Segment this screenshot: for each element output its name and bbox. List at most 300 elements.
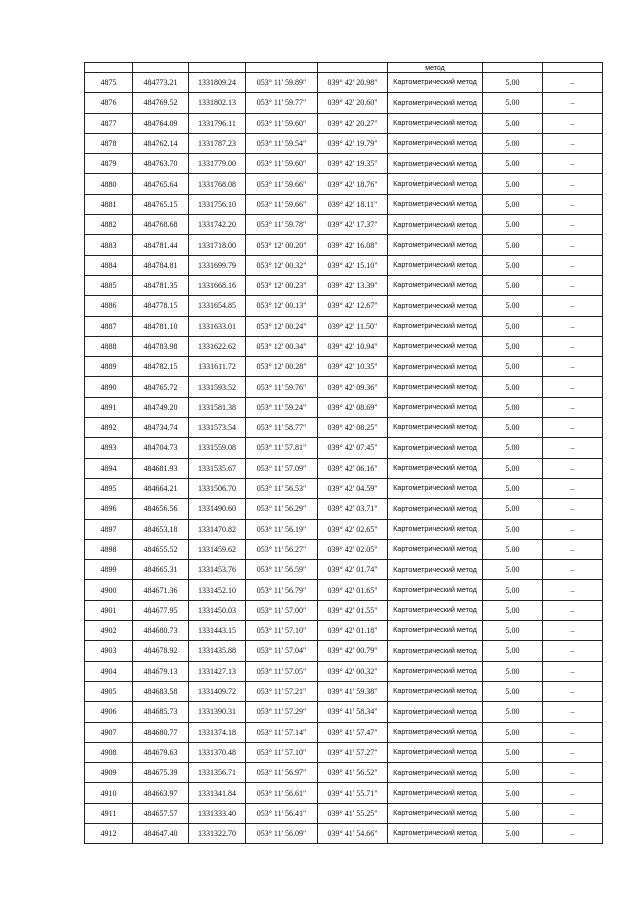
longitude-cell: 039° 42' 00.32" <box>318 661 388 681</box>
method-cell: Картометрический метод <box>388 316 483 336</box>
y-coordinate-cell: 1331470.82 <box>189 519 246 539</box>
longitude-cell: 039° 42' 01.65" <box>318 580 388 600</box>
y-coordinate-cell: 1331435.88 <box>189 641 246 661</box>
method-cell: Картометрический метод <box>388 803 483 823</box>
method-cell: Картометрический метод <box>388 235 483 255</box>
method-cell: Картометрический метод <box>388 681 483 701</box>
y-coordinate-cell: 1331506.70 <box>189 478 246 498</box>
longitude-cell: 039° 42' 02.05" <box>318 539 388 559</box>
longitude-cell: 039° 41' 55.25" <box>318 803 388 823</box>
latitude-cell: 053° 11' 56.59" <box>246 560 318 580</box>
method-cell: Картометрический метод <box>388 93 483 113</box>
y-coordinate-cell: 1331374.18 <box>189 722 246 742</box>
latitude-cell: 053° 11' 59.24" <box>246 397 318 417</box>
latitude-cell: 053° 11' 57.04" <box>246 641 318 661</box>
y-coordinate-cell: 1331802.13 <box>189 93 246 113</box>
accuracy-cell: 5.00 <box>483 73 543 93</box>
latitude-cell: 053° 11' 59.89" <box>246 73 318 93</box>
x-coordinate-cell: 484781.10 <box>133 316 189 336</box>
method-cell: Картометрический метод <box>388 823 483 843</box>
point-number-cell: 4876 <box>85 93 133 113</box>
latitude-cell: 053° 11' 59.78" <box>246 215 318 235</box>
latitude-cell: 053° 11' 56.41" <box>246 803 318 823</box>
table-row <box>85 499 603 519</box>
longitude-cell: 039° 42' 19.79" <box>318 133 388 153</box>
table-row <box>85 539 603 559</box>
method-cell: Картометрический метод <box>388 580 483 600</box>
table-row <box>85 803 603 823</box>
method-cell: Картометрический метод <box>388 600 483 620</box>
x-coordinate-cell: 484671.36 <box>133 580 189 600</box>
point-number-cell: 4908 <box>85 742 133 762</box>
x-coordinate-cell: 484675.39 <box>133 763 189 783</box>
longitude-cell: 039° 41' 57.27" <box>318 742 388 762</box>
x-coordinate-cell: 484773.21 <box>133 73 189 93</box>
longitude-cell: 039° 41' 58.34" <box>318 702 388 722</box>
method-cell: Картометрический метод <box>388 194 483 214</box>
accuracy-cell: 5.00 <box>483 133 543 153</box>
longitude-cell: 039° 42' 10.35" <box>318 357 388 377</box>
point-number-cell: 4889 <box>85 357 133 377</box>
accuracy-cell: 5.00 <box>483 194 543 214</box>
y-coordinate-cell: 1331622.62 <box>189 336 246 356</box>
table-row <box>85 255 603 275</box>
y-coordinate-cell: 1331593.52 <box>189 377 246 397</box>
accuracy-cell: 5.00 <box>483 235 543 255</box>
table-row <box>85 438 603 458</box>
x-coordinate-cell: 484763.70 <box>133 154 189 174</box>
y-coordinate-cell: 1331443.15 <box>189 621 246 641</box>
point-number-cell: 4901 <box>85 600 133 620</box>
point-number-cell: 4895 <box>85 478 133 498</box>
method-cell: Картометрический метод <box>388 154 483 174</box>
longitude-cell: 039° 42' 00.79" <box>318 641 388 661</box>
method-cell: Картометрический метод <box>388 357 483 377</box>
longitude-cell: 039° 42' 04.59" <box>318 478 388 498</box>
method-cell: Картометрический метод <box>388 296 483 316</box>
method-cell: Картометрический метод <box>388 73 483 93</box>
longitude-cell: 039° 42' 02.65" <box>318 519 388 539</box>
y-coordinate-cell: 1331581.38 <box>189 397 246 417</box>
point-number-cell: 4896 <box>85 499 133 519</box>
longitude-cell: 039° 42' 08.25" <box>318 418 388 438</box>
x-coordinate-cell: 484784.81 <box>133 255 189 275</box>
latitude-cell: 053° 11' 56.27" <box>246 539 318 559</box>
y-coordinate-cell: 1331654.85 <box>189 296 246 316</box>
longitude-cell: 039° 41' 57.47" <box>318 722 388 742</box>
accuracy-cell: 5.00 <box>483 113 543 133</box>
point-number-cell: 4891 <box>85 397 133 417</box>
coordinates-table <box>84 62 603 844</box>
longitude-cell: 039° 42' 01.18" <box>318 621 388 641</box>
latitude-cell: 053° 11' 59.54" <box>246 133 318 153</box>
note-cell: – <box>543 539 603 559</box>
table-row <box>85 397 603 417</box>
accuracy-cell: 5.00 <box>483 458 543 478</box>
x-coordinate-cell: 484704.73 <box>133 438 189 458</box>
note-cell: – <box>543 174 603 194</box>
method-cell: Картометрический метод <box>388 742 483 762</box>
latitude-cell: 053° 11' 57.09" <box>246 458 318 478</box>
point-number-cell: 4887 <box>85 316 133 336</box>
longitude-cell: 039° 42' 13.39" <box>318 275 388 295</box>
note-cell: – <box>543 763 603 783</box>
x-coordinate-cell: 484749.20 <box>133 397 189 417</box>
note-cell: – <box>543 681 603 701</box>
x-coordinate-cell: 484762.14 <box>133 133 189 153</box>
y-coordinate-cell: 1331341.84 <box>189 783 246 803</box>
point-number-cell: 4883 <box>85 235 133 255</box>
table-row <box>85 560 603 580</box>
note-cell: – <box>543 255 603 275</box>
x-coordinate-cell: 484664.21 <box>133 478 189 498</box>
note-cell: – <box>543 377 603 397</box>
table-row <box>85 458 603 478</box>
y-coordinate-cell: 1331409.72 <box>189 681 246 701</box>
longitude-cell: 039° 42' 09.36" <box>318 377 388 397</box>
y-coordinate-cell: 1331490.60 <box>189 499 246 519</box>
y-coordinate-cell: 1331633.01 <box>189 316 246 336</box>
point-number-cell: 4875 <box>85 73 133 93</box>
y-coordinate-cell: 1331427.13 <box>189 661 246 681</box>
x-coordinate-cell: 484769.52 <box>133 93 189 113</box>
table-row <box>85 296 603 316</box>
note-cell: – <box>543 722 603 742</box>
method-cell: Картометрический метод <box>388 722 483 742</box>
accuracy-cell: 5.00 <box>483 316 543 336</box>
y-coordinate-cell: 1331370.48 <box>189 742 246 762</box>
point-number-cell: 4907 <box>85 722 133 742</box>
method-cell: Картометрический метод <box>388 560 483 580</box>
table-row <box>85 580 603 600</box>
y-coordinate-cell: 1331668.16 <box>189 275 246 295</box>
note-cell: – <box>543 823 603 843</box>
note-cell: – <box>543 316 603 336</box>
table-row <box>85 215 603 235</box>
x-coordinate-cell: 484678.92 <box>133 641 189 661</box>
latitude-cell: 053° 11' 59.76" <box>246 377 318 397</box>
accuracy-cell: 5.00 <box>483 93 543 113</box>
accuracy-cell: 5.00 <box>483 641 543 661</box>
latitude-cell: 053° 11' 56.97" <box>246 763 318 783</box>
x-coordinate-cell: 484681.93 <box>133 458 189 478</box>
y-coordinate-cell: 1331390.31 <box>189 702 246 722</box>
y-coordinate-cell: 1331450.03 <box>189 600 246 620</box>
note-cell: – <box>543 702 603 722</box>
table-row <box>85 641 603 661</box>
table-row <box>85 133 603 153</box>
accuracy-cell: 5.00 <box>483 438 543 458</box>
x-coordinate-cell: 484665.31 <box>133 560 189 580</box>
note-cell: – <box>543 742 603 762</box>
longitude-cell: 039° 42' 20.27" <box>318 113 388 133</box>
x-coordinate-cell: 484656.56 <box>133 499 189 519</box>
table-row <box>85 783 603 803</box>
y-coordinate-cell: 1331611.72 <box>189 357 246 377</box>
x-coordinate-cell: 484679.13 <box>133 661 189 681</box>
point-number-cell: 4900 <box>85 580 133 600</box>
accuracy-cell: 5.00 <box>483 255 543 275</box>
y-coordinate-cell: 1331559.08 <box>189 438 246 458</box>
accuracy-cell: 5.00 <box>483 174 543 194</box>
table-row <box>85 377 603 397</box>
note-cell: – <box>543 519 603 539</box>
method-cell: Картометрический метод <box>388 275 483 295</box>
y-coordinate-cell: 1331699.79 <box>189 255 246 275</box>
latitude-cell: 053° 12' 00.28" <box>246 357 318 377</box>
point-number-cell: 4878 <box>85 133 133 153</box>
x-coordinate-cell: 484683.58 <box>133 681 189 701</box>
table-row <box>85 763 603 783</box>
note-cell: – <box>543 133 603 153</box>
accuracy-cell: 5.00 <box>483 742 543 762</box>
note-cell: – <box>543 73 603 93</box>
y-coordinate-cell: 1331356.71 <box>189 763 246 783</box>
longitude-cell: 039° 42' 10.94" <box>318 336 388 356</box>
method-cell: Картометрический метод <box>388 377 483 397</box>
method-cell: Картометрический метод <box>388 661 483 681</box>
note-cell: – <box>543 275 603 295</box>
latitude-cell: 053° 11' 56.79" <box>246 580 318 600</box>
point-number-cell: 4879 <box>85 154 133 174</box>
accuracy-cell: 5.00 <box>483 397 543 417</box>
point-number-cell: 4909 <box>85 763 133 783</box>
note-cell: – <box>543 357 603 377</box>
latitude-cell: 053° 12' 00.20" <box>246 235 318 255</box>
latitude-cell: 053° 11' 57.10" <box>246 742 318 762</box>
x-coordinate-cell: 484781.35 <box>133 275 189 295</box>
note-cell: – <box>543 580 603 600</box>
longitude-cell: 039° 42' 12.67" <box>318 296 388 316</box>
x-coordinate-cell: 484680.73 <box>133 621 189 641</box>
x-coordinate-cell: 484677.95 <box>133 600 189 620</box>
table-row <box>85 681 603 701</box>
table-row <box>85 316 603 336</box>
x-coordinate-cell: 484680.77 <box>133 722 189 742</box>
latitude-cell: 053° 11' 57.10" <box>246 621 318 641</box>
note-cell: – <box>543 621 603 641</box>
longitude-cell: 039° 41' 56.52" <box>318 763 388 783</box>
accuracy-cell: 5.00 <box>483 499 543 519</box>
latitude-cell: 053° 12' 00.34" <box>246 336 318 356</box>
method-cell: Картометрический метод <box>388 418 483 438</box>
accuracy-cell: 5.00 <box>483 336 543 356</box>
longitude-cell: 039° 42' 20.98" <box>318 73 388 93</box>
method-cell: Картометрический метод <box>388 478 483 498</box>
accuracy-cell: 5.00 <box>483 580 543 600</box>
method-cell: Картометрический метод <box>388 499 483 519</box>
note-cell: – <box>543 336 603 356</box>
point-number-cell: 4897 <box>85 519 133 539</box>
accuracy-cell: 5.00 <box>483 377 543 397</box>
method-cell: Картометрический метод <box>388 113 483 133</box>
longitude-cell: 039° 42' 20.60" <box>318 93 388 113</box>
longitude-cell: 039° 42' 17.37" <box>318 215 388 235</box>
longitude-cell: 039° 42' 08.69" <box>318 397 388 417</box>
point-number-cell: 4881 <box>85 194 133 214</box>
note-cell: – <box>543 215 603 235</box>
note-cell: – <box>543 560 603 580</box>
method-cell: Картометрический метод <box>388 539 483 559</box>
y-coordinate-cell: 1331779.00 <box>189 154 246 174</box>
method-cell: Картометрический метод <box>388 174 483 194</box>
x-coordinate-cell: 484655.52 <box>133 539 189 559</box>
y-coordinate-cell: 1331333.40 <box>189 803 246 823</box>
accuracy-cell: 5.00 <box>483 621 543 641</box>
note-cell: – <box>543 478 603 498</box>
accuracy-cell: 5.00 <box>483 661 543 681</box>
accuracy-cell: 5.00 <box>483 763 543 783</box>
longitude-cell: 039° 42' 15.10" <box>318 255 388 275</box>
latitude-cell: 053° 12' 00.32" <box>246 255 318 275</box>
accuracy-cell: 5.00 <box>483 600 543 620</box>
table-row <box>85 357 603 377</box>
table-row <box>85 519 603 539</box>
y-coordinate-cell: 1331787.23 <box>189 133 246 153</box>
x-coordinate-cell: 484734.74 <box>133 418 189 438</box>
accuracy-cell: 5.00 <box>483 722 543 742</box>
point-number-cell: 4894 <box>85 458 133 478</box>
table-row <box>85 194 603 214</box>
note-cell: – <box>543 661 603 681</box>
method-cell: Картометрический метод <box>388 438 483 458</box>
y-coordinate-cell: 1331809.24 <box>189 73 246 93</box>
latitude-cell: 053° 11' 59.66" <box>246 194 318 214</box>
note-cell: – <box>543 783 603 803</box>
note-cell: – <box>543 154 603 174</box>
table-row <box>85 275 603 295</box>
point-number-cell: 4892 <box>85 418 133 438</box>
x-coordinate-cell: 484783.98 <box>133 336 189 356</box>
point-number-cell: 4877 <box>85 113 133 133</box>
note-cell: – <box>543 641 603 661</box>
latitude-cell: 053° 11' 56.29" <box>246 499 318 519</box>
latitude-cell: 053° 11' 57.05" <box>246 661 318 681</box>
latitude-cell: 053° 11' 59.60" <box>246 113 318 133</box>
accuracy-cell: 5.00 <box>483 154 543 174</box>
y-coordinate-cell: 1331452.10 <box>189 580 246 600</box>
longitude-cell: 039° 42' 01.55" <box>318 600 388 620</box>
x-coordinate-cell: 484765.64 <box>133 174 189 194</box>
continued-method-text: метод <box>388 63 483 73</box>
method-cell: Картометрический метод <box>388 702 483 722</box>
point-number-cell: 4885 <box>85 275 133 295</box>
method-cell: Картометрический метод <box>388 458 483 478</box>
method-cell: Картометрический метод <box>388 397 483 417</box>
table-row <box>85 418 603 438</box>
note-cell: – <box>543 418 603 438</box>
latitude-cell: 053° 11' 57.81" <box>246 438 318 458</box>
accuracy-cell: 5.00 <box>483 803 543 823</box>
longitude-cell: 039° 42' 06.16" <box>318 458 388 478</box>
latitude-cell: 053° 11' 57.00" <box>246 600 318 620</box>
method-cell: Картометрический метод <box>388 255 483 275</box>
longitude-cell: 039° 42' 18.76" <box>318 174 388 194</box>
longitude-cell: 039° 42' 11.50" <box>318 316 388 336</box>
accuracy-cell: 5.00 <box>483 783 543 803</box>
accuracy-cell: 5.00 <box>483 823 543 843</box>
latitude-cell: 053° 12' 00.23" <box>246 275 318 295</box>
note-cell: – <box>543 458 603 478</box>
method-cell: Картометрический метод <box>388 641 483 661</box>
table-row <box>85 478 603 498</box>
accuracy-cell: 5.00 <box>483 275 543 295</box>
accuracy-cell: 5.00 <box>483 215 543 235</box>
x-coordinate-cell: 484781.44 <box>133 235 189 255</box>
latitude-cell: 053° 11' 59.77" <box>246 93 318 113</box>
table-row <box>85 722 603 742</box>
table-row <box>85 702 603 722</box>
point-number-cell: 4884 <box>85 255 133 275</box>
x-coordinate-cell: 484768.68 <box>133 215 189 235</box>
y-coordinate-cell: 1331768.08 <box>189 174 246 194</box>
x-coordinate-cell: 484765.72 <box>133 377 189 397</box>
latitude-cell: 053° 11' 57.29" <box>246 702 318 722</box>
latitude-cell: 053° 11' 59.66" <box>246 174 318 194</box>
x-coordinate-cell: 484657.57 <box>133 803 189 823</box>
x-coordinate-cell: 484647.40 <box>133 823 189 843</box>
method-cell: Картометрический метод <box>388 215 483 235</box>
table-row <box>85 621 603 641</box>
longitude-cell: 039° 41' 59.38" <box>318 681 388 701</box>
table-row <box>85 235 603 255</box>
point-number-cell: 4890 <box>85 377 133 397</box>
y-coordinate-cell: 1331796.11 <box>189 113 246 133</box>
point-number-cell: 4893 <box>85 438 133 458</box>
x-coordinate-cell: 484653.18 <box>133 519 189 539</box>
x-coordinate-cell: 484778.15 <box>133 296 189 316</box>
table-row <box>85 336 603 356</box>
y-coordinate-cell: 1331535.67 <box>189 458 246 478</box>
method-cell: Картометрический метод <box>388 519 483 539</box>
accuracy-cell: 5.00 <box>483 539 543 559</box>
x-coordinate-cell: 484679.63 <box>133 742 189 762</box>
table-body <box>85 63 603 844</box>
note-cell: – <box>543 296 603 316</box>
note-cell: – <box>543 93 603 113</box>
y-coordinate-cell: 1331742.20 <box>189 215 246 235</box>
note-cell: – <box>543 194 603 214</box>
accuracy-cell: 5.00 <box>483 418 543 438</box>
y-coordinate-cell: 1331453.76 <box>189 560 246 580</box>
x-coordinate-cell: 484663.97 <box>133 783 189 803</box>
point-number-cell: 4882 <box>85 215 133 235</box>
accuracy-cell: 5.00 <box>483 702 543 722</box>
accuracy-cell: 5.00 <box>483 560 543 580</box>
y-coordinate-cell: 1331322.70 <box>189 823 246 843</box>
point-number-cell: 4912 <box>85 823 133 843</box>
table-row <box>85 823 603 843</box>
y-coordinate-cell: 1331756.10 <box>189 194 246 214</box>
note-cell: – <box>543 499 603 519</box>
latitude-cell: 053° 11' 56.09" <box>246 823 318 843</box>
latitude-cell: 053° 11' 58.77" <box>246 418 318 438</box>
note-cell: – <box>543 438 603 458</box>
latitude-cell: 053° 12' 00.24" <box>246 316 318 336</box>
point-number-cell: 4888 <box>85 336 133 356</box>
y-coordinate-cell: 1331459.62 <box>189 539 246 559</box>
longitude-cell: 039° 42' 01.74" <box>318 560 388 580</box>
note-cell: – <box>543 397 603 417</box>
accuracy-cell: 5.00 <box>483 681 543 701</box>
longitude-cell: 039° 42' 16.08" <box>318 235 388 255</box>
point-number-cell: 4902 <box>85 621 133 641</box>
x-coordinate-cell: 484764.09 <box>133 113 189 133</box>
y-coordinate-cell: 1331573.54 <box>189 418 246 438</box>
accuracy-cell: 5.00 <box>483 357 543 377</box>
note-cell: – <box>543 600 603 620</box>
latitude-cell: 053° 11' 57.14" <box>246 722 318 742</box>
